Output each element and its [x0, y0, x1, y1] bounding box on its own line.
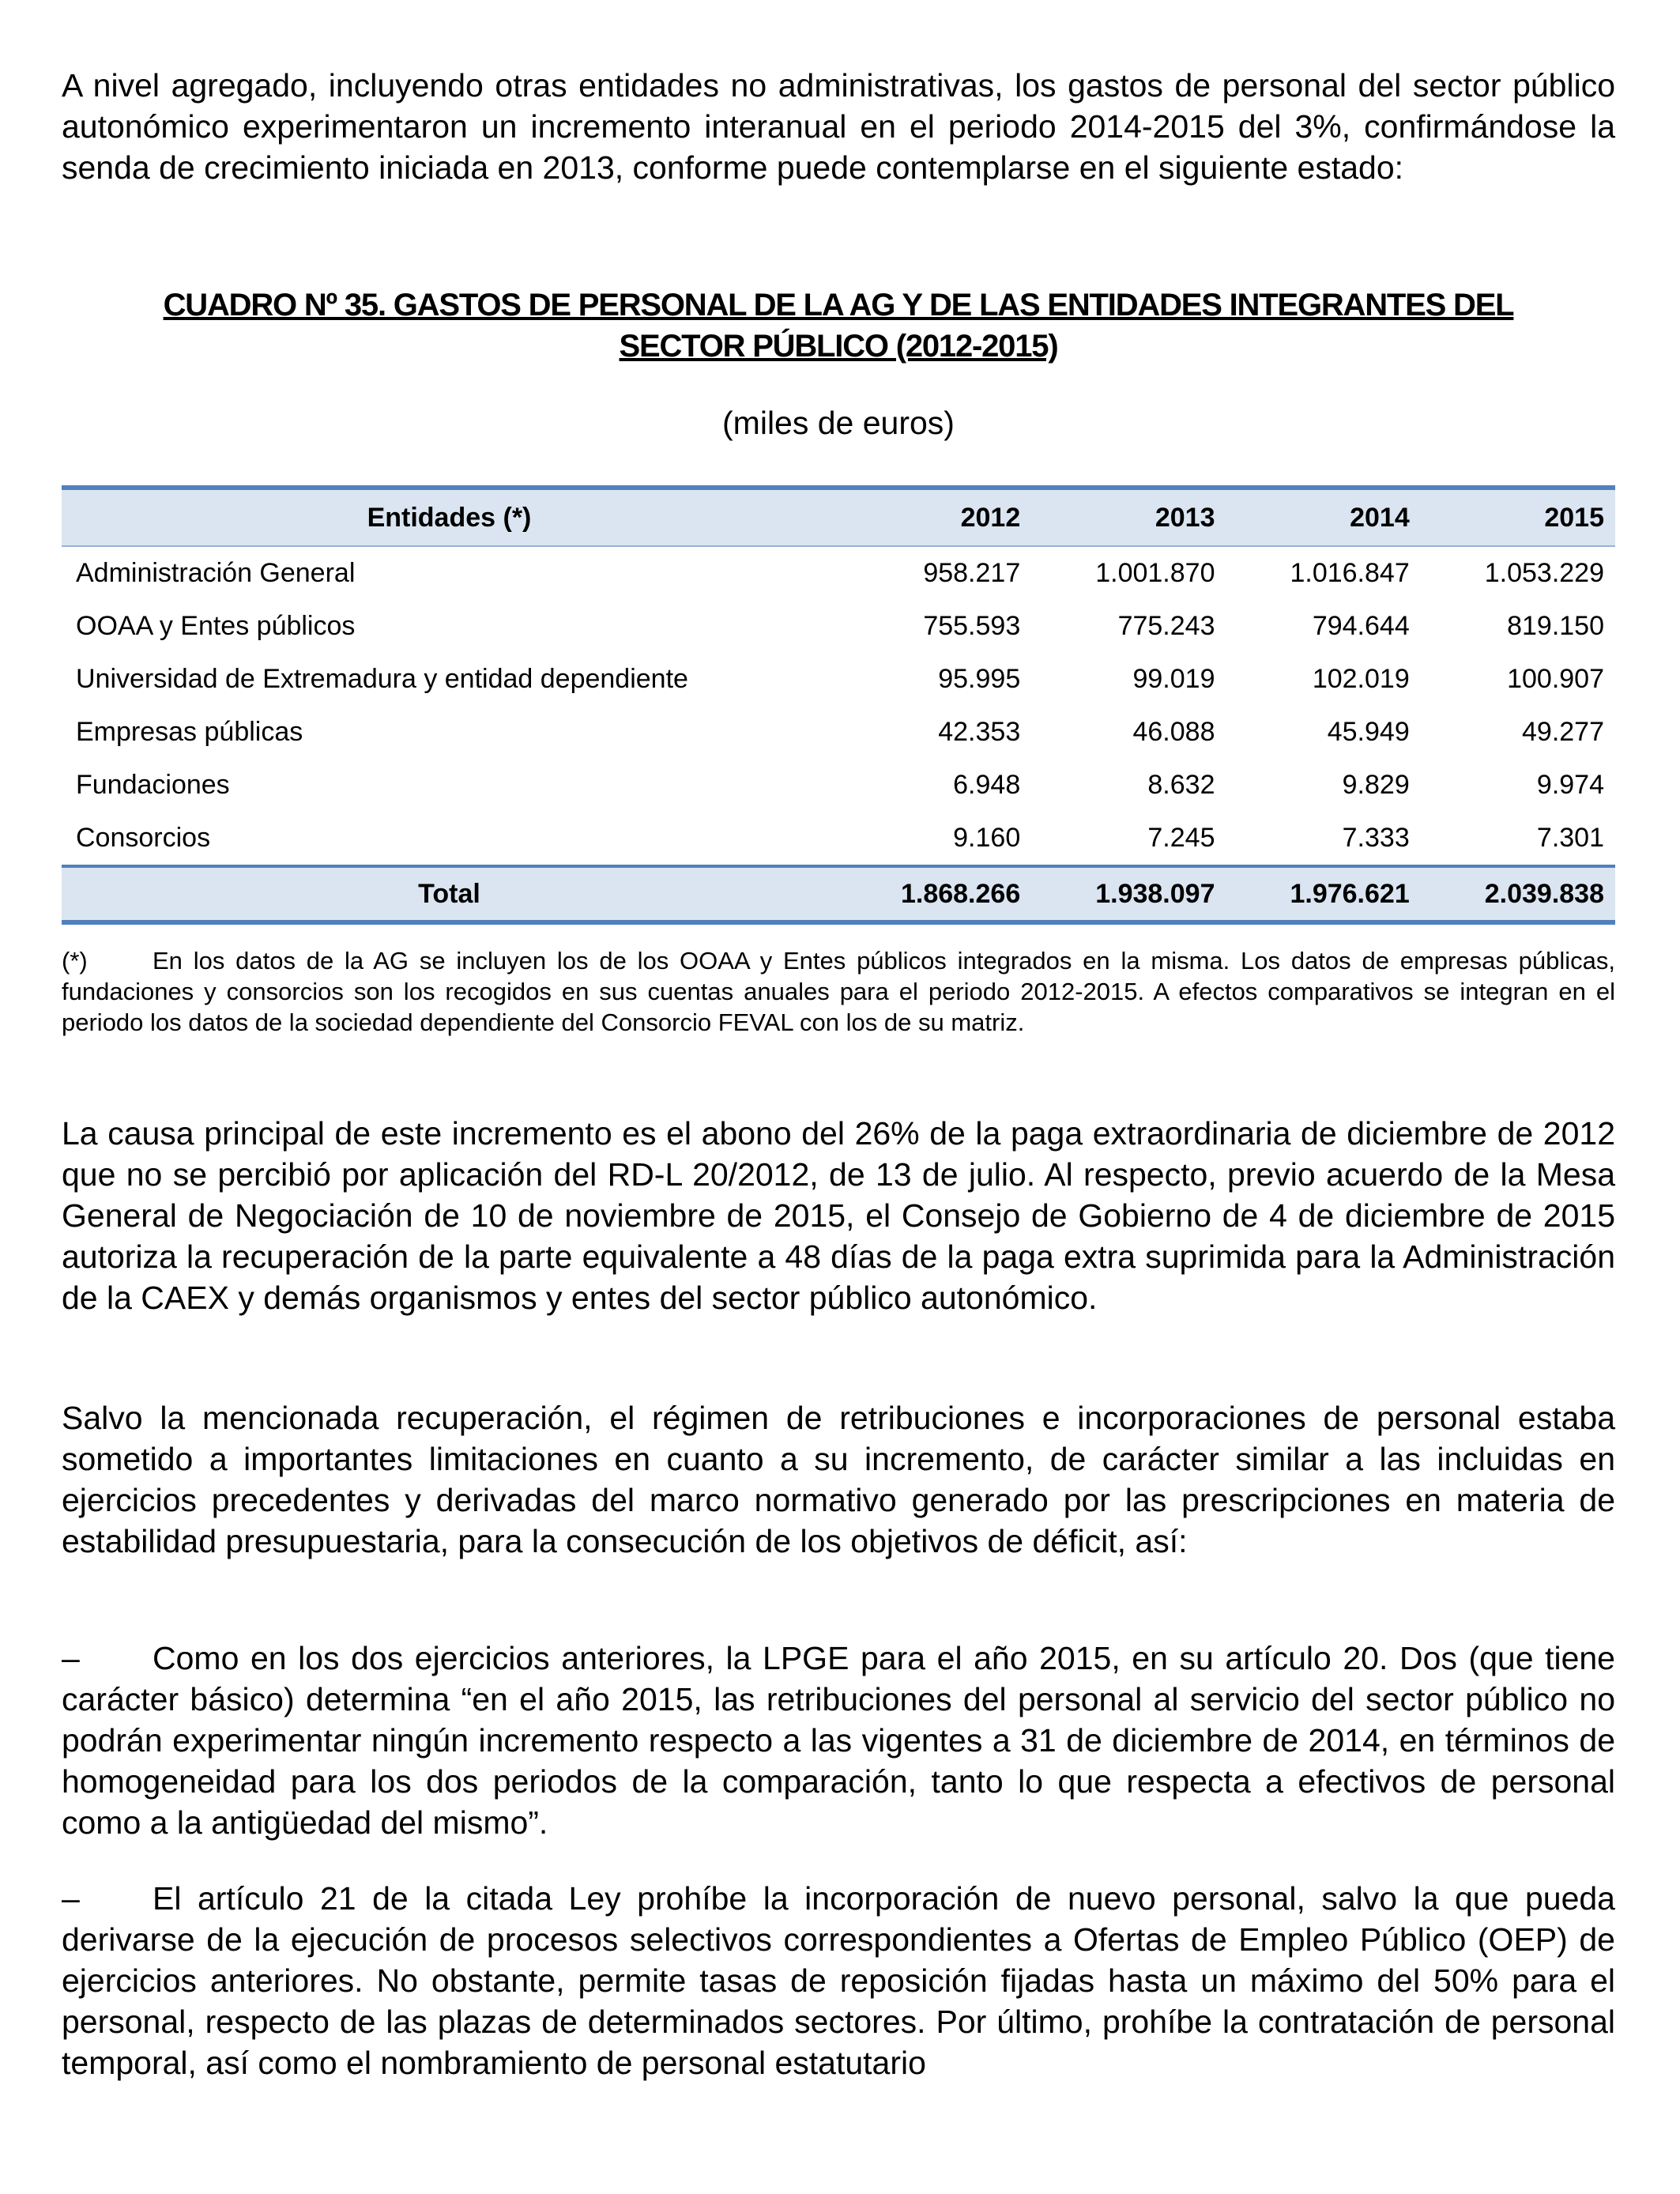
- body-paragraph: La causa principal de este incremento es el abono del 26% de la paga extraordinaria de diciembre de 2012 que no se percibió por aplicación del RD-L 20/2012, de 13 de julio. Al respecto, previo acuerdo de la Mesa General de Negociación de 10 de noviembre de 2015, el Consejo de Gobierno de 4 de diciembre de 2015 autoriza la recuperación de la parte equivalente a 48 días de la paga extra suprimida para la Administración de la CAEX y demás organismos y entes del sector público autonómico.: [62, 1115, 1615, 1316]
- cell-value: 775.243: [1117, 611, 1215, 641]
- table-row: [62, 600, 1615, 653]
- cell-value: 99.019: [1132, 664, 1215, 694]
- total-value: 1.868.266: [837, 866, 1031, 922]
- table-row: [62, 546, 1615, 600]
- row-label: Empresas públicas: [76, 717, 303, 747]
- footnote-mark: (*): [62, 947, 88, 974]
- cell-value: 42.353: [938, 717, 1021, 747]
- cell-value: 7.333: [1342, 823, 1410, 853]
- row-label: OOAA y Entes públicos: [76, 611, 356, 641]
- row-label: Fundaciones: [76, 770, 230, 800]
- total-value: 2.039.838: [1421, 866, 1615, 922]
- bullet-marker: –: [62, 1880, 80, 1917]
- cell-value: 46.088: [1132, 717, 1215, 747]
- cell-value: 1.001.870: [1095, 558, 1215, 588]
- column-header-2014: 2014: [1226, 488, 1420, 546]
- bullet-text: Como en los dos ejercicios anteriores, la LPGE para el año 2015, en su artículo 20. Dos (que tiene carácter básico) determina “en el año 2015, las retribuciones del personal al servicio del sector público no podrán experimentar ningún incremento respecto a las vigentes a 31 de diciembre de 2014, en términos de homogeneidad para los dos periodos de la comparación, tanto lo que respecta a efectivos de personal como a la antigüedad del mismo”.: [62, 1640, 1615, 1841]
- total-value: 1.976.621: [1226, 866, 1420, 922]
- intro-paragraph: A nivel agregado, incluyendo otras entidades no administrativas, los gastos de personal del sector público autonómico experimentaron un incremento interanual en el periodo 2014-2015 del 3%, confirmándose la senda de crecimiento iniciada en 2013, conforme puede contemplarse en el siguiente estado:: [62, 67, 1615, 186]
- total-label: Total: [62, 866, 837, 922]
- row-label: Administración General: [76, 558, 356, 588]
- table-title: [62, 285, 1615, 367]
- cell-value: 794.644: [1312, 611, 1410, 641]
- cell-value: 49.277: [1522, 717, 1604, 747]
- cell-value: 9.974: [1536, 770, 1604, 800]
- column-header-2012: 2012: [837, 488, 1031, 546]
- column-header-entidades: Entidades (*): [62, 488, 837, 546]
- cell-value: 7.245: [1147, 823, 1215, 853]
- cell-value: 9.160: [953, 823, 1021, 853]
- cell-value: 100.907: [1507, 664, 1604, 694]
- row-label: Universidad de Extremadura y entidad dependiente: [76, 664, 688, 694]
- total-value: 1.938.097: [1031, 866, 1226, 922]
- bullet-item: [62, 1638, 1615, 1843]
- bullet-item: [62, 1878, 1615, 2083]
- cell-value: 95.995: [938, 664, 1021, 694]
- row-label: Consorcios: [76, 823, 211, 853]
- table-row: [62, 653, 1615, 706]
- body-paragraph: Salvo la mencionada recuperación, el régimen de retribuciones e incorporaciones de personal estaba sometido a importantes limitaciones en cuanto a su incremento, de carácter similar a las incluidas en ejercicios precedentes y derivadas del marco normativo generado por las prescripciones en materia de estabilidad presupuestaria, para la consecución de los objetivos de déficit, así:: [62, 1400, 1615, 1559]
- table-units: (miles de euros): [722, 405, 955, 441]
- cell-value: 102.019: [1312, 664, 1410, 694]
- cell-value: 1.053.229: [1484, 558, 1604, 588]
- table-title-line2: SECTOR PÚBLICO (2012-2015): [619, 329, 1058, 364]
- cell-value: 7.301: [1536, 823, 1604, 853]
- bullet-text: El artículo 21 de la citada Ley prohíbe la incorporación de nuevo personal, salvo la que pueda derivarse de la ejecución de procesos selectivos correspondientes a Ofertas de Empleo Público (OEP) de ejercicios anteriores. No obstante, permite tasas de reposición fijadas hasta un máximo del 50% para el personal, respecto de las plazas de determinados sectores. Por último, prohíbe la contratación de personal temporal, así como el nombramiento de personal estatutario: [62, 1880, 1615, 2081]
- cell-value: 755.593: [923, 611, 1021, 641]
- table-row: [62, 706, 1615, 759]
- column-header-2013: 2013: [1031, 488, 1226, 546]
- cell-value: 6.948: [953, 770, 1021, 800]
- table-title-line1: CUADRO Nº 35. GASTOS DE PERSONAL DE LA AG Y DE LAS ENTIDADES INTEGRANTES DEL: [163, 288, 1514, 322]
- bullet-marker: –: [62, 1640, 80, 1676]
- table-total-row: [62, 866, 1615, 922]
- column-header-2015: 2015: [1421, 488, 1615, 546]
- table-footnote: [62, 945, 1615, 1038]
- table-row: [62, 812, 1615, 866]
- cell-value: 819.150: [1507, 611, 1604, 641]
- footnote-text: En los datos de la AG se incluyen los de los OOAA y Entes públicos integrados en la misma. Los datos de empresas públicas, fundaciones y consorcios son los recogidos en sus cuentas anuales para el periodo 2012-2015. A efectos comparativos se integran en el periodo los datos de la sociedad dependiente del Consorcio FEVAL con los de su matriz.: [62, 947, 1615, 1036]
- table-row: [62, 759, 1615, 812]
- cell-value: 45.949: [1327, 717, 1410, 747]
- cell-value: 1.016.847: [1290, 558, 1410, 588]
- cell-value: 958.217: [923, 558, 1021, 588]
- cell-value: 9.829: [1342, 770, 1410, 800]
- cell-value: 8.632: [1147, 770, 1215, 800]
- table-header-row: [62, 488, 1615, 546]
- personnel-expenses-table: [62, 485, 1615, 925]
